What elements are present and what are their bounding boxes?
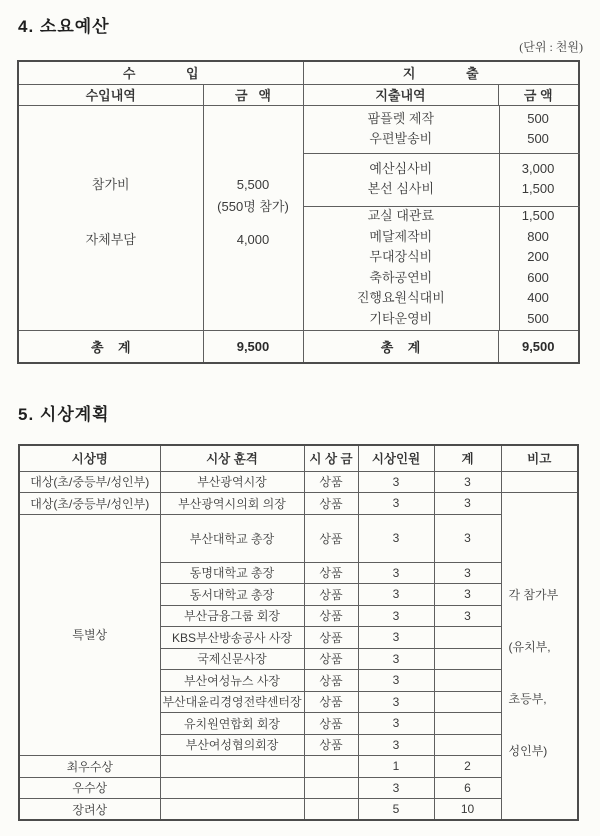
award-name-cell: 대상(초/중등부/성인부)	[19, 493, 160, 515]
award-prize-cell: 상품	[304, 584, 358, 606]
income-item-amount: 4,000	[236, 231, 270, 247]
award-prize-cell: 상품	[304, 734, 358, 756]
award-prize-cell: 상품	[304, 562, 358, 584]
award-sum-cell	[434, 648, 501, 670]
award-prize-header: 시 상 금	[304, 445, 358, 471]
award-name-cell: 최우수상	[19, 756, 160, 778]
remark-note-line: 성인부)	[508, 744, 548, 758]
award-prize-cell: 상품	[304, 471, 358, 493]
award-sum-cell: 3	[434, 562, 501, 584]
income-detail-cell	[18, 105, 203, 330]
award-row	[19, 777, 578, 799]
award-row	[19, 514, 578, 562]
expense-item	[304, 109, 579, 130]
award-row	[19, 493, 578, 515]
budget-header-row-2	[18, 84, 579, 105]
expense-group-divider	[304, 153, 580, 154]
award-grantor-cell: 동서대학교 총장	[160, 584, 304, 606]
expense-item	[304, 247, 579, 268]
award-prize-cell: 상품	[304, 670, 358, 692]
income-total-label: 총 계	[18, 330, 203, 363]
award-row	[19, 799, 578, 821]
award-sum-cell: 3	[434, 471, 501, 493]
award-count-cell: 3	[358, 562, 434, 584]
awards-header-row	[19, 445, 578, 471]
income-total-amount: 9,500	[203, 330, 303, 363]
award-grantor-cell: 부산금융그룹 회장	[160, 605, 304, 627]
award-count-cell: 3	[358, 734, 434, 756]
awards-table	[18, 444, 579, 821]
award-prize-cell: 상품	[304, 514, 358, 562]
expense-label: 예산심사비	[369, 160, 433, 176]
income-amount-header: 금 액	[203, 84, 303, 105]
expense-amount-divider	[499, 106, 500, 330]
expense-total-label: 총 계	[303, 330, 498, 363]
award-grantor-cell: 유치원연합회 회장	[160, 713, 304, 735]
award-grantor-cell: 부산대학교 총장	[160, 514, 304, 562]
expense-amount: 800	[527, 228, 549, 244]
document-page	[0, 16, 600, 836]
expense-item	[304, 309, 579, 330]
award-count-cell: 3	[358, 670, 434, 692]
expense-groups	[304, 106, 579, 330]
expense-item	[304, 268, 579, 289]
award-grantor-cell: KBS부산방송공사 사장	[160, 627, 304, 649]
award-count-cell: 3	[358, 777, 434, 799]
award-prize-cell: 상품	[304, 648, 358, 670]
award-sum-cell: 3	[434, 605, 501, 627]
income-item-amount: 5,500	[236, 176, 270, 192]
award-grantor-cell: 동명대학교 총장	[160, 562, 304, 584]
award-grantor-cell	[160, 777, 304, 799]
expense-label: 축하공연비	[369, 269, 433, 285]
income-detail-header: 수입내역	[18, 84, 203, 105]
award-grantor-cell	[160, 799, 304, 821]
award-name-cell: 우수상	[19, 777, 160, 799]
expense-group-divider	[304, 206, 580, 207]
award-prize-cell: 상품	[304, 605, 358, 627]
award-grantor-cell: 부산여성협의회장	[160, 734, 304, 756]
award-sum-cell	[434, 734, 501, 756]
award-sum-cell	[434, 691, 501, 713]
expense-amount-header: 금 액	[498, 84, 579, 105]
expense-label: 무대장식비	[369, 249, 433, 264]
award-prize-cell	[304, 777, 358, 799]
remark-note-line: 각 참가부	[508, 588, 559, 602]
budget-body-row	[18, 105, 579, 330]
remark-note-line: 초등부,	[508, 692, 547, 706]
award-sum-cell	[434, 627, 501, 649]
expense-item	[304, 288, 579, 309]
award-row	[19, 756, 578, 778]
award-grantor-cell: 부산광역시의회 의장	[160, 493, 304, 515]
income-group-header: 수 입	[18, 61, 303, 84]
award-remark-cell	[501, 471, 578, 493]
award-grantor-cell: 부산대윤리경영전략센터장	[160, 691, 304, 713]
award-prize-cell: 상품	[304, 713, 358, 735]
award-grantor-cell: 국제신문사장	[160, 648, 304, 670]
income-amount-cell	[203, 105, 303, 330]
expense-item	[304, 179, 579, 200]
unit-note: (단위 : 천원)	[519, 40, 583, 54]
award-count-header: 시상인원	[358, 445, 434, 471]
expense-amount: 1,500	[521, 181, 555, 196]
award-grantor-cell: 부산여성뉴스 사장	[160, 670, 304, 692]
expense-amount: 400	[527, 290, 549, 305]
award-sum-cell	[434, 670, 501, 692]
expense-item	[304, 206, 579, 227]
budget-total-row	[18, 330, 579, 363]
expense-label: 교실 대관료	[367, 208, 435, 223]
expense-amount: 500	[527, 310, 549, 326]
award-remark-note-cell	[501, 493, 578, 821]
award-prize-cell	[304, 756, 358, 778]
award-grantor-cell: 부산광역시장	[160, 471, 304, 493]
award-sum-cell	[434, 713, 501, 735]
expense-body-cell	[303, 105, 579, 330]
expense-group	[304, 153, 579, 206]
income-item-note: (550명 참가)	[217, 198, 289, 214]
section4-title: 4. 소요예산	[18, 17, 110, 36]
income-item-label: 참가비	[91, 176, 130, 192]
expense-total-amount: 9,500	[498, 330, 579, 363]
award-name-cell: 대상(초/중등부/성인부)	[19, 471, 160, 493]
award-grantor-cell	[160, 756, 304, 778]
award-sum-cell: 3	[434, 493, 501, 515]
award-count-cell: 3	[358, 713, 434, 735]
award-sum-cell: 3	[434, 584, 501, 606]
expense-label: 본선 심사비	[367, 181, 435, 196]
expense-item	[304, 159, 579, 180]
award-count-cell: 3	[358, 514, 434, 562]
award-name-cell: 특별상	[19, 514, 160, 756]
expense-label: 우편발송비	[369, 131, 433, 146]
award-sum-cell: 2	[434, 756, 501, 778]
award-grantor-header: 시상 훈격	[160, 445, 304, 471]
expense-amount: 3,000	[521, 160, 555, 176]
expense-group	[304, 206, 579, 330]
expense-label: 팜플렛 제작	[367, 110, 435, 126]
award-count-cell: 3	[358, 691, 434, 713]
expense-amount: 200	[527, 249, 549, 264]
remark-note-line: (유치부,	[508, 640, 551, 654]
award-prize-cell: 상품	[304, 627, 358, 649]
award-name-header: 시상명	[19, 445, 160, 471]
expense-group-header: 지 출	[303, 61, 579, 84]
expense-detail-header: 지출내역	[303, 84, 498, 105]
budget-header-row-1	[18, 61, 579, 84]
income-item-label: 자체부담	[85, 231, 136, 247]
award-sum-cell: 6	[434, 777, 501, 799]
expense-amount: 500	[527, 131, 549, 146]
award-count-cell: 3	[358, 493, 434, 515]
expense-amount: 1,500	[521, 208, 555, 223]
award-sum-cell: 10	[434, 799, 501, 821]
award-count-cell: 3	[358, 605, 434, 627]
award-name-cell: 장려상	[19, 799, 160, 821]
section5-title: 5. 시상계획	[18, 405, 110, 424]
award-prize-cell: 상품	[304, 691, 358, 713]
award-sum-cell: 3	[434, 514, 501, 562]
award-prize-cell: 상품	[304, 493, 358, 515]
expense-amount: 500	[527, 110, 549, 126]
award-count-cell: 1	[358, 756, 434, 778]
expense-label: 기타운영비	[369, 310, 433, 326]
expense-item	[304, 227, 579, 248]
award-count-cell: 5	[358, 799, 434, 821]
remark-note	[509, 555, 578, 791]
expense-group	[304, 106, 579, 153]
award-row	[19, 471, 578, 493]
expense-label: 메달제작비	[369, 228, 433, 244]
expense-amount: 600	[527, 269, 549, 285]
award-count-cell: 3	[358, 648, 434, 670]
expense-label: 진행요원식대비	[356, 290, 445, 305]
award-count-cell: 3	[358, 584, 434, 606]
budget-table	[17, 60, 580, 364]
expense-item	[304, 129, 579, 150]
award-remark-header: 비고	[501, 445, 578, 471]
award-count-cell: 3	[358, 471, 434, 493]
award-sum-header: 계	[434, 445, 501, 471]
award-count-cell: 3	[358, 627, 434, 649]
award-prize-cell	[304, 799, 358, 821]
